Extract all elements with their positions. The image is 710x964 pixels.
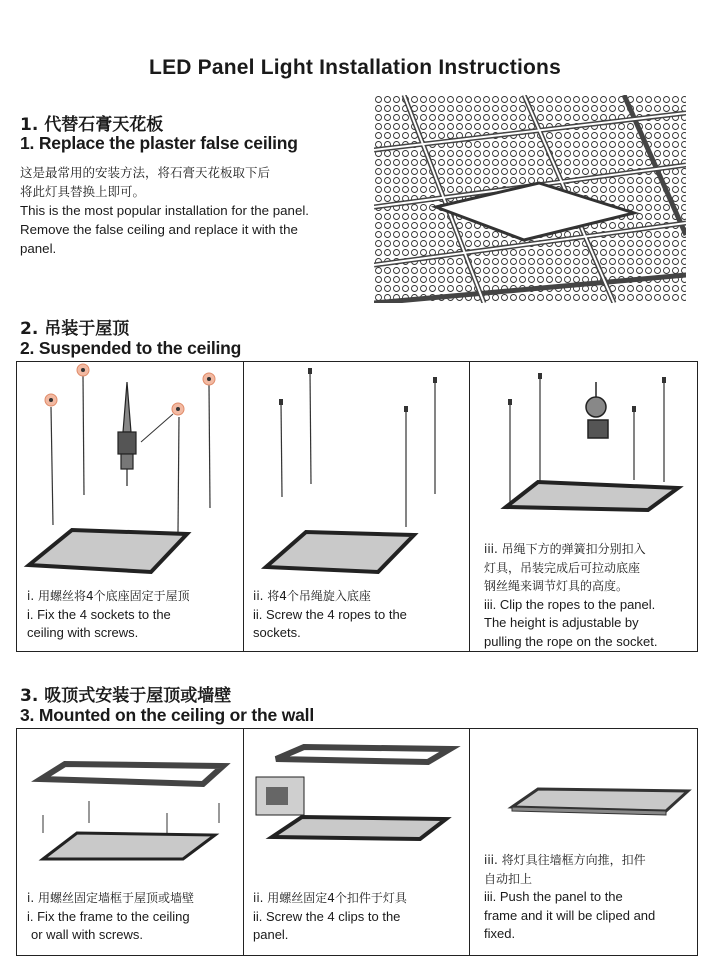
section2-steps-grid — [16, 361, 698, 652]
desc-cn-line2: 将此灯具替换上即可。 — [20, 184, 146, 199]
step-caption-cn: 钢丝绳来调节灯具的高度。 — [484, 579, 629, 593]
step-caption-cn: i. 用螺丝固定墙框于屋顶或墙壁 — [27, 891, 194, 905]
step-caption-cn: 灯具，吊装完成后可拉动底座 — [484, 560, 641, 575]
section1-heading-cn: 1. 代替石膏天花板 — [20, 115, 164, 135]
step-caption-en: The height is adjustable by — [484, 615, 639, 630]
step-caption-en: i. Fix the 4 sockets to the — [27, 606, 171, 622]
section3-steps-grid — [16, 728, 698, 956]
section1-description — [20, 163, 370, 258]
step-caption-cn: iii. 将灯具往墙框方向推，扣件 — [484, 853, 646, 867]
clip-panel-illustration — [470, 362, 698, 542]
rope-install-illustration — [244, 362, 470, 592]
desc-en-line2: Remove the false ceiling and replace it with the — [20, 222, 298, 237]
section3-step3-caption — [484, 851, 696, 944]
step-caption-en: frame and it will be cliped and — [484, 907, 656, 923]
section2-step1-caption — [27, 587, 241, 643]
section3-step2-cell — [243, 729, 470, 955]
section3-step1-cell — [17, 729, 243, 955]
socket-install-illustration — [17, 362, 243, 592]
page-title: LED Panel Light Installation Instructions — [149, 56, 561, 79]
section1-heading-en: 1. Replace the plaster false ceiling — [20, 133, 298, 153]
step-caption-en: sockets. — [253, 625, 301, 640]
step-caption-en: ceiling with screws. — [27, 625, 139, 640]
frame-install-illustration — [17, 729, 243, 889]
section3-heading-en: 3. Mounted on the ceiling or the wall — [20, 705, 315, 725]
section2-step2-caption — [253, 587, 467, 643]
desc-en-line1: This is the most popular installation for the panel. — [20, 203, 309, 218]
step-caption-en: iii. Clip the ropes to the panel. — [484, 596, 656, 612]
step-caption-cn: ii. 将4个吊绳旋入底座 — [253, 589, 371, 603]
section3-step3-cell — [469, 729, 698, 955]
section2-step1-cell — [17, 362, 243, 651]
desc-en-line3: panel. — [20, 241, 57, 256]
step-caption-cn: iii. 吊绳下方的弹簧扣分别扣入 — [484, 542, 646, 556]
section3-step1-caption — [27, 889, 243, 945]
section2-step3-caption — [484, 540, 696, 651]
section2-heading-en: 2. Suspended to the ceiling — [20, 338, 242, 358]
step-caption-en: panel. — [253, 927, 289, 942]
section2-step3-cell — [469, 362, 698, 651]
step-caption-en: ii. Screw the 4 ropes to the — [253, 606, 407, 622]
step-caption-en: or wall with screws. — [31, 927, 143, 942]
step-caption-en: pulling the rope on the socket. — [484, 633, 658, 649]
section3-step2-caption — [253, 889, 467, 945]
step-caption-cn: ii. 用螺丝固定4个扣件于灯具 — [253, 891, 407, 905]
step-caption-en: ii. Screw the 4 clips to the — [253, 908, 401, 924]
desc-cn-line1: 这是最常用的安装方法，将石膏天花板取下后 — [20, 165, 271, 180]
step-caption-cn: i. 用螺丝将4个底座固定于屋顶 — [27, 589, 190, 603]
step-caption-cn: 自动扣上 — [484, 871, 533, 886]
mounted-panel-illustration — [470, 729, 698, 849]
step-caption-en: iii. Push the panel to the — [484, 889, 623, 904]
step-caption-en: fixed. — [484, 926, 516, 941]
section2-heading-cn: 2. 吊装于屋顶 — [20, 319, 130, 339]
clip-screw-illustration — [244, 729, 470, 889]
ceiling-pattern-illustration — [374, 95, 686, 303]
step-caption-en: i. Fix the frame to the ceiling — [27, 908, 190, 924]
section3-heading-cn: 3. 吸顶式安装于屋顶或墙壁 — [20, 686, 232, 706]
section2-step2-cell — [243, 362, 470, 651]
